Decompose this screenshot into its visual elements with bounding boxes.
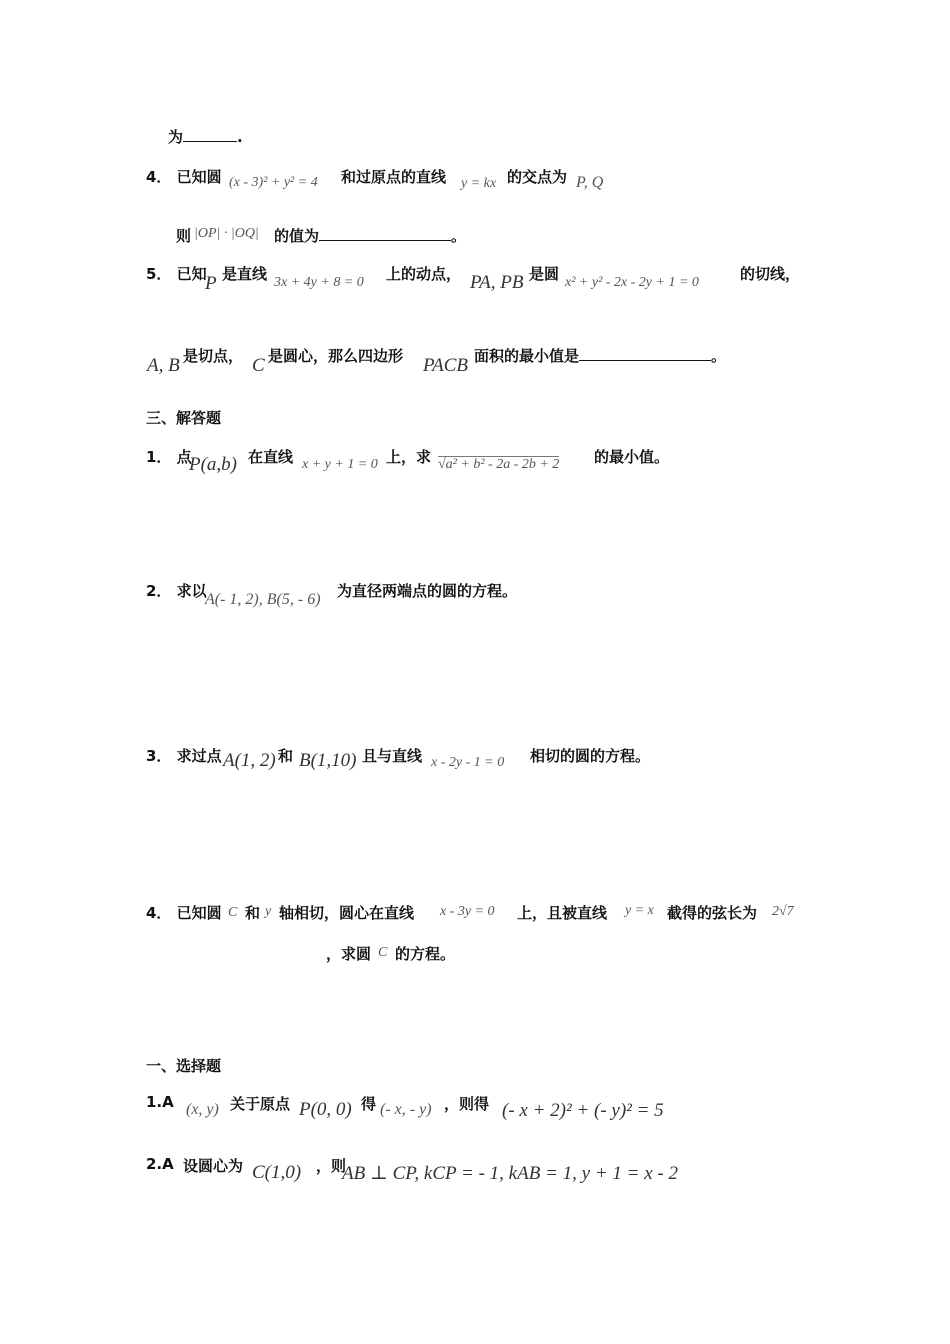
a3-text: 相切的圆的方程。	[530, 747, 651, 765]
section-title-answers: 三、解答题	[146, 409, 222, 427]
a4-c: C	[228, 905, 238, 920]
q5-answer: 面积的最小值是 。	[474, 347, 727, 365]
answer-blank	[579, 346, 711, 361]
a1-line-equation: x + y + 1 = 0	[302, 457, 378, 472]
a2-text: 为直径两端点的圆的方程。	[337, 582, 518, 600]
s2-text: ，则	[316, 1157, 347, 1175]
q5-text: 是切点，	[183, 347, 244, 365]
q5-text: 是圆	[529, 265, 560, 283]
a4-text: 的方程。	[395, 945, 456, 963]
a4-text: 轴相切，圆心在直线	[279, 904, 415, 922]
s1-text: 关于原点	[230, 1095, 291, 1113]
q5-text: 上的动点，	[386, 265, 462, 283]
q5-line-equation: 3x + 4y + 8 = 0	[274, 275, 364, 290]
a2-points: A(- 1, 2), B(5, - 6)	[205, 591, 321, 608]
q4-text: 的交点为	[507, 168, 568, 186]
a3-point-a: A(1, 2)	[223, 750, 276, 771]
q5-pa-pb: PA, PB	[470, 272, 524, 293]
q5-p: P	[205, 273, 217, 294]
s1-equation: (- x + 2)² + (- y)² = 5	[502, 1100, 664, 1121]
q4-line1: 4． 已知圆	[146, 168, 222, 186]
a3-text: 和	[278, 747, 294, 765]
q5-text: 是直线	[222, 265, 268, 283]
a1-text: 上，求	[386, 448, 432, 466]
q4-points: P, Q	[576, 174, 604, 191]
a4-c2: C	[378, 945, 388, 960]
a3-point-b: B(1,10)	[299, 750, 357, 771]
s2-equation: AB ⊥ CP, kCP = - 1, kAB = 1, y + 1 = x - 2	[342, 1163, 678, 1184]
a1-text: 在直线	[248, 448, 294, 466]
answer-blank	[319, 226, 451, 241]
a4-text: 和	[245, 904, 261, 922]
q4-answer: 的值为 。	[274, 227, 467, 245]
s2-label: 2.A	[146, 1155, 174, 1173]
q4-op-oq: |OP| · |OQ|	[194, 226, 259, 241]
a4-text: 上，且被直线	[517, 904, 608, 922]
a2-line: 2． 求以	[146, 582, 207, 600]
q5-text: 的切线，	[740, 265, 801, 283]
section-title-choice: 一、选择题	[146, 1057, 222, 1075]
a3-line-equation: x - 2y - 1 = 0	[431, 755, 505, 770]
a1-point: P(a,b)	[189, 454, 238, 475]
q5-text: 是圆心，那么四边形	[268, 347, 404, 365]
q4-line-equation: y = kx	[461, 176, 497, 191]
s1-text: ，则得	[444, 1095, 490, 1113]
s2-text: 设圆心为	[183, 1157, 244, 1175]
q5-ab: A, B	[147, 355, 180, 376]
a3-line: 3． 求过点	[146, 747, 222, 765]
s2-center: C(1,0)	[252, 1162, 302, 1183]
a4-text: ，求圆	[326, 945, 372, 963]
s1-origin: P(0, 0)	[299, 1099, 352, 1120]
a1-sqrt-expression: √a² + b² - 2a - 2b + 2	[438, 457, 560, 472]
q4-circle-equation: (x - 3)² + y² = 4	[229, 175, 318, 190]
q5-circle-equation: x² + y² - 2x - 2y + 1 = 0	[565, 275, 699, 290]
s1-label: 1.A	[146, 1093, 174, 1111]
a4-text: 截得的弦长为	[667, 904, 758, 922]
a3-text: 且与直线	[362, 747, 423, 765]
s1-neg-point: (- x, - y)	[380, 1101, 432, 1118]
q5-pacb: PACB	[423, 355, 469, 376]
s1-xy: (x, y)	[186, 1101, 219, 1118]
a4-line1: 4． 已知圆	[146, 904, 222, 922]
a4-chord-length: 2√7	[772, 904, 794, 919]
answer-blank	[183, 127, 237, 142]
q4-text: 和过原点的直线	[341, 168, 447, 186]
a1-line: 1． 点	[146, 448, 192, 466]
answer-blank-line: 为 .	[168, 128, 243, 146]
q5-c: C	[252, 355, 265, 376]
a4-y: y	[265, 904, 272, 919]
a1-text: 的最小值。	[594, 448, 670, 466]
q5-line1: 5． 已知	[146, 265, 207, 283]
a4-line2-equation: y = x	[625, 903, 654, 918]
a4-line-equation: x - 3y = 0	[440, 904, 495, 919]
q4-line2: 则	[176, 227, 192, 245]
s1-text: 得	[361, 1095, 377, 1113]
